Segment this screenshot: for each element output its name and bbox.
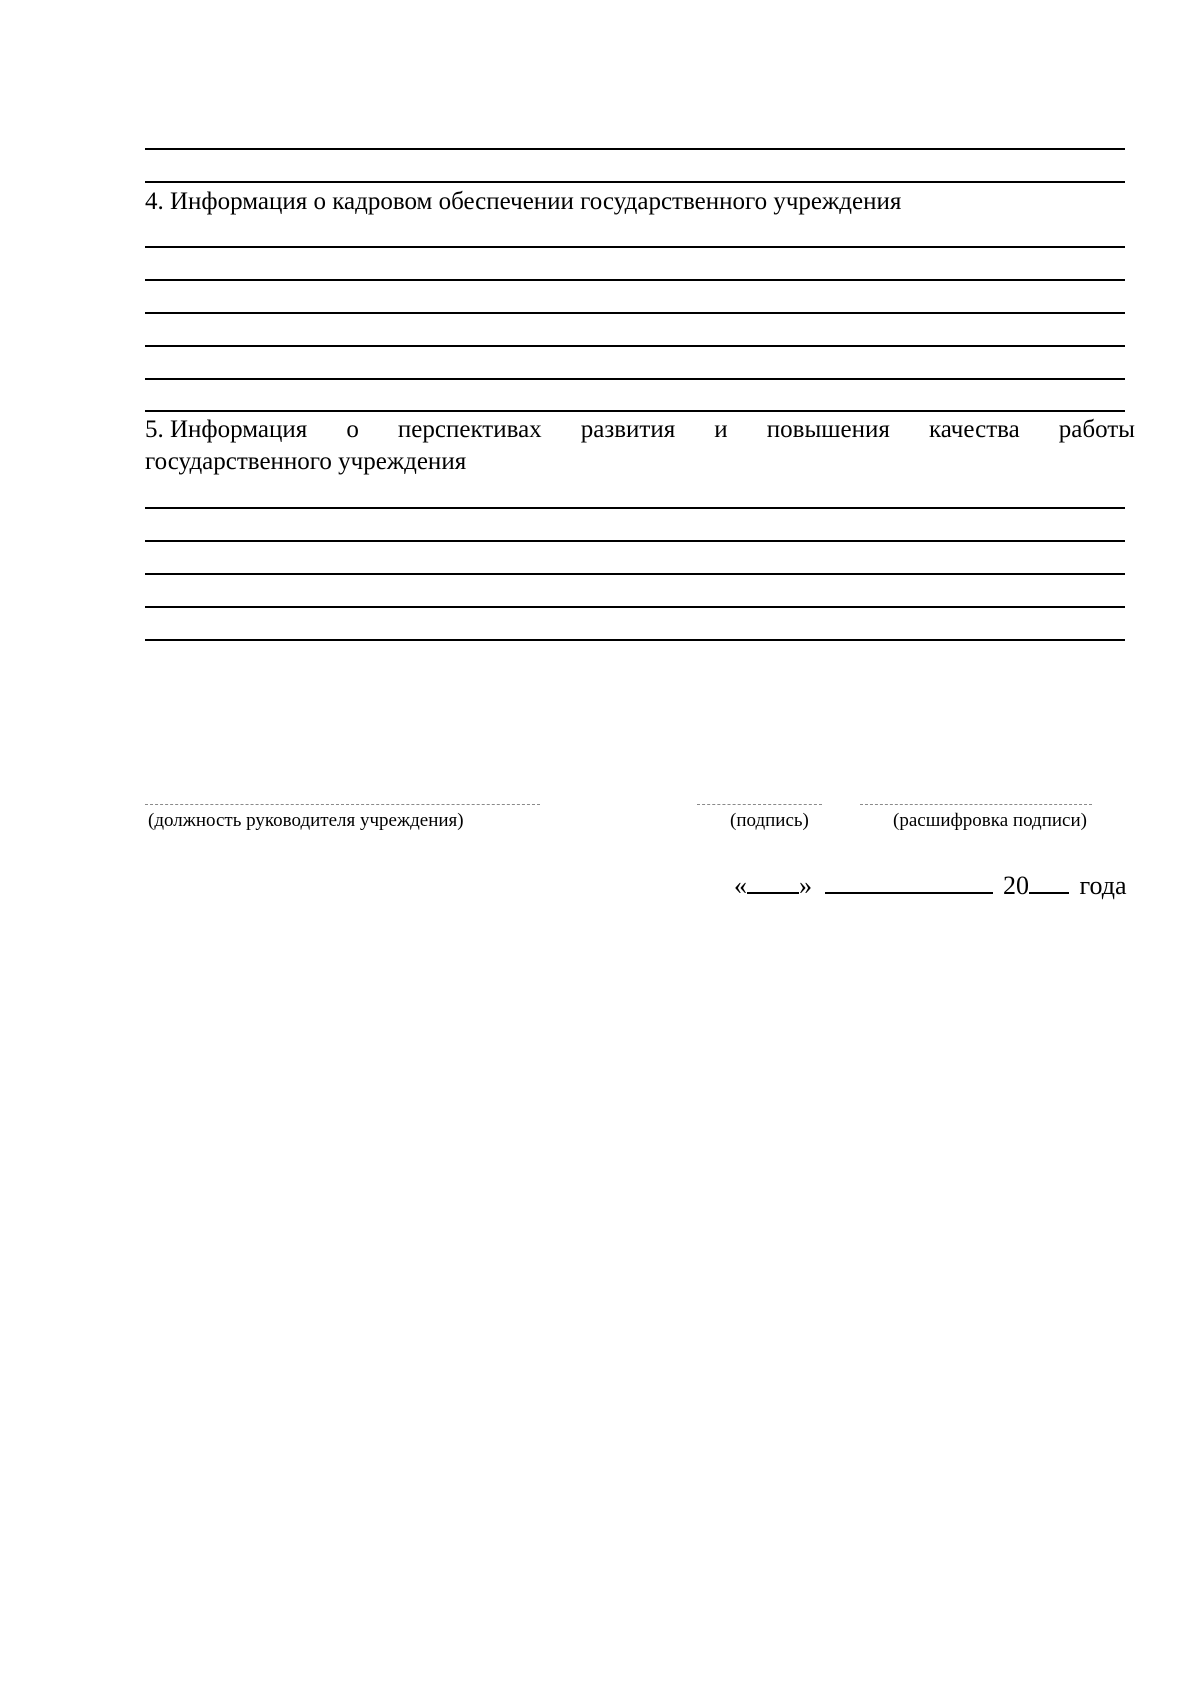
answer-line[interactable]: [145, 410, 1125, 412]
section-5-word: качества: [928, 416, 1020, 443]
transcript-caption: (расшифровка подписи): [893, 810, 1087, 831]
answer-line[interactable]: [145, 378, 1125, 380]
date-open-quote: «: [734, 871, 747, 900]
position-caption: (должность руководителя учреждения): [148, 810, 464, 831]
section-5-heading: [145, 414, 1135, 446]
answer-line[interactable]: [145, 148, 1125, 150]
position-signature-line[interactable]: [145, 804, 540, 805]
day-blank[interactable]: [747, 870, 799, 894]
section-5-word: развития: [580, 416, 676, 443]
signature-line[interactable]: [697, 804, 822, 805]
date-line: [734, 870, 1127, 902]
answer-line[interactable]: [145, 507, 1125, 509]
answer-line[interactable]: [145, 181, 1125, 183]
section-5-word: и: [714, 416, 728, 443]
answer-line[interactable]: [145, 246, 1125, 248]
section-5-word: о: [346, 416, 359, 443]
date-close-quote: »: [799, 871, 812, 900]
section-5-word: 5. Информация: [145, 416, 308, 443]
signature-caption: (подпись): [730, 810, 809, 831]
answer-line[interactable]: [145, 639, 1125, 641]
answer-line[interactable]: [145, 540, 1125, 542]
answer-line[interactable]: [145, 279, 1125, 281]
section-4-heading: 4. Информация о кадровом обеспечении государственного учреждения: [145, 188, 902, 215]
section-5-word: работы: [1058, 416, 1135, 443]
section-5-word: перспективах: [397, 416, 542, 443]
section-5-word: повышения: [766, 416, 890, 443]
answer-line[interactable]: [145, 606, 1125, 608]
answer-line[interactable]: [145, 345, 1125, 347]
answer-line[interactable]: [145, 573, 1125, 575]
section-5-heading-continued: государственного учреждения: [145, 448, 467, 475]
year-suffix: года: [1079, 871, 1127, 900]
month-blank[interactable]: [825, 870, 993, 894]
transcript-signature-line[interactable]: [860, 804, 1092, 805]
answer-line[interactable]: [145, 312, 1125, 314]
year-blank[interactable]: [1029, 870, 1069, 894]
year-prefix: 20: [1003, 871, 1029, 900]
